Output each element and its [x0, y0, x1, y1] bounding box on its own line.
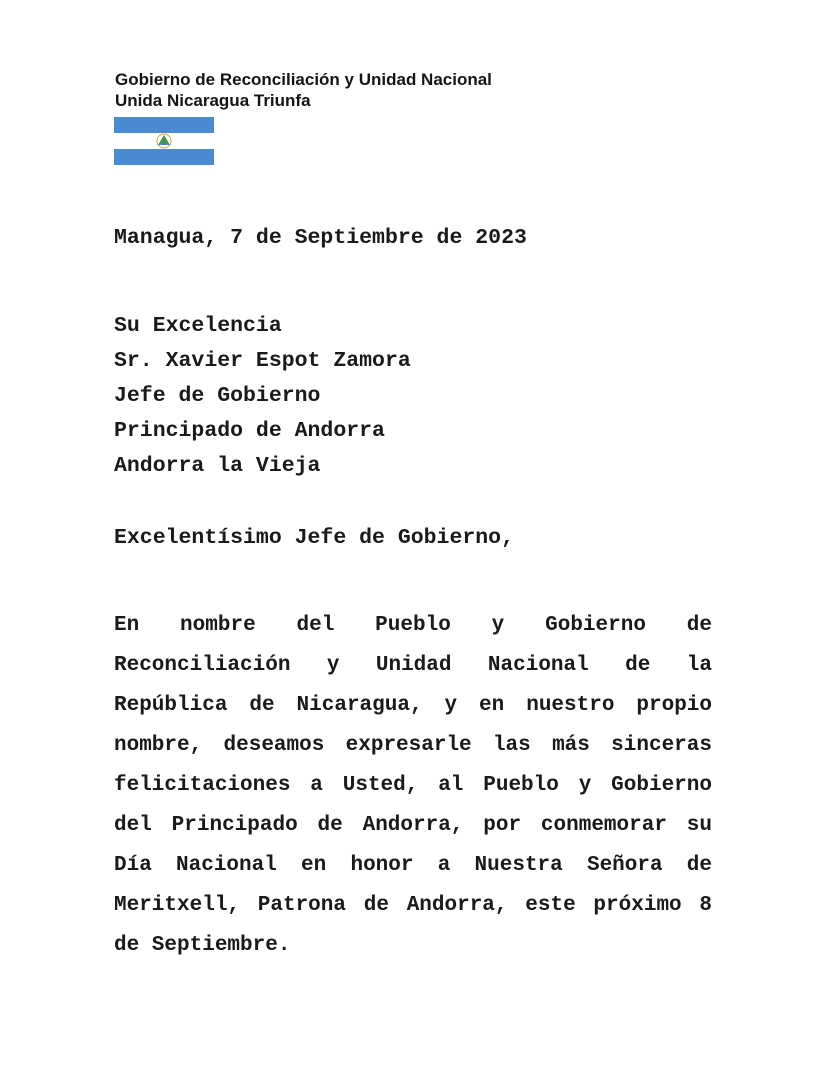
nicaragua-flag-icon — [114, 117, 214, 165]
letterhead — [115, 69, 492, 111]
recipient-title: Su Excelencia — [114, 314, 282, 338]
recipient-country: Principado de Andorra — [114, 419, 385, 443]
letter-date: Managua, 7 de Septiembre de 2023 — [114, 226, 527, 250]
recipient-block — [114, 313, 411, 488]
letterhead-slogan: Unida Nicaragua Triunfa — [115, 91, 311, 110]
recipient-position: Jefe de Gobierno — [114, 384, 321, 408]
recipient-city: Andorra la Vieja — [114, 454, 321, 478]
letter-body: En nombre del Pueblo y Gobierno de Reconciliación y Unidad Nacional de la República de Nicaragua, y en nuestro propio nombre, deseamos expresarle las más sinceras felicitaciones a Usted, al Pueblo y Gobierno del Principado de Andorra, por conmemorar su Día Nacional en honor a Nuestra Señora de Meritxell, Patrona de Andorra, este próximo 8 de Septiembre. — [114, 614, 712, 957]
letterhead-government-name: Gobierno de Reconciliación y Unidad Nacional — [115, 70, 492, 89]
salutation: Excelentísimo Jefe de Gobierno, — [114, 526, 514, 550]
recipient-name: Sr. Xavier Espot Zamora — [114, 349, 411, 373]
